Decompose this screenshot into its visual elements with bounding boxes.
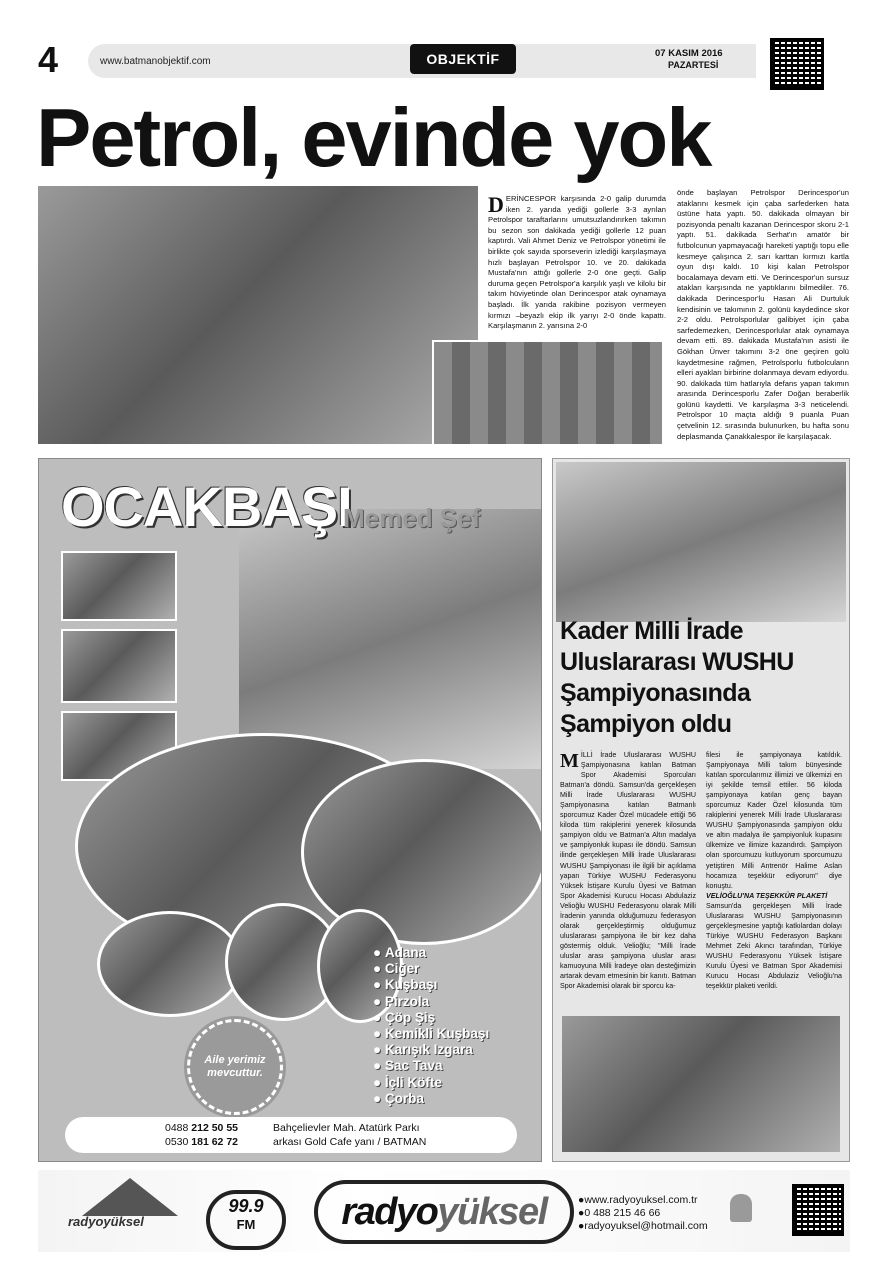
wushu-col1 [560,750,696,991]
issue-weekday: PAZARTESİ [668,60,719,70]
bullet-icon: ● [578,1220,585,1232]
radio-footer [38,1170,850,1252]
wushu-col2 [706,750,842,991]
family-badge [187,1019,283,1115]
menu-item: ● Pirzola [373,993,430,1009]
menu-item: ● İçli Köfte [373,1074,442,1090]
menu-item: ● Adana [373,945,427,960]
radio-small-logo: radyoyüksel [68,1214,144,1229]
headline-line: Uluslararası WUSHU [560,648,794,676]
menu-item: ● Çorba [373,1090,424,1106]
wushu-text-1: İLLİ İrade Uluslararası WUSHU Şampiyonasına katılan Batman Spor Akademisi Sporcuları Batman'a döndü. Samsun'da gerçekleşen Milli İrade Uluslararası WUSHU Şampiyonasına katılan Batmanlı sporcumuz Kader Özel mücadele ettiği 56 kiloda tüm rakiplerini yenerek kilosunda şampiyon oldu ve Batman'a Altın madalya ve şampiyonluk kupası ile döndü. Samsun ilinde gerçekleşen Milli İrade Uluslararası WUSHU Şampiyonası ile ilgili bir açıklama yapan Türkiye WUSHU Federasyonu Yüksek İstişare Kurulu Üyesi ve Batman Spor Akademisi Kurucu Hocası Abdulaziz Velioğlu WUSHU Federasyonu olarak Milli İradenin yanında olduğumuzu federasyon olarak gerçekleştirmiş olduğumuz uluslararası şampiyona ile bir kez daha göstermiş olduk. Velioğlu; "Milli İrade uluslar arası şampiyona uluslar arası kamuoyuna Milli İradeye olan desteğimizin artarak devam etmesinin bir kanıtı. Batman Spor Akademisi olarak bir sporcu ka- [560,751,696,991]
footer-phone[interactable]: ●0 488 215 46 66 [578,1207,661,1219]
bullet-icon: ● [373,993,385,1009]
menu-item: ● Çöp Şiş [373,1009,436,1025]
menu-item: ● Kuşbaşı [373,977,438,993]
objektif-logo [410,44,516,74]
lead-article-col1 [488,194,666,332]
bullet-icon: ● [373,945,385,960]
address-line-2: arkası Gold Cafe yanı / BATMAN [273,1136,427,1148]
phone-1[interactable]: 0488 212 50 55 [165,1122,238,1134]
radio-main-logo [314,1180,574,1244]
headline-line: Şampiyonasında [560,679,751,707]
lead-text-2: önde başlayan Petrolspor Derincespor'un ataklarını kesmek için çaba sarfederken hata üstüne hata yaptı. 50. dakikada olmayan bir pozisyonda penaltı kazanan Derincespor skoru 2-1 yaptı. 51. dakikada Serhat'ın amatör bir futbolcunun yapmayacağı hareketi yaptığı topu elle kesmeye çalışınca 2. sarı karttan kırmızı kartla oyun dışı kaldı. 10 kişi kalan Petrolspor bocalamaya devam etti. Ve Derincespor'un sursuz atakları karşısında ne yaptıklarını bilmediler. 76. dakikada Derincespor'lu Hasan Ali Durtuluk kendisinin ve takımının 2. golünü kaydedince skor 2-2 oldu. Petrolsporlular galibiyet için çaba sarfedemezken, Derincesporlular atak oynamaya devam etti. 89. dakikada Mustafa'nın asisti ile Gökhan Ünver takımını 3-2 öne geçiren golü kaydetmesine rağmen, Petrolsporlu futbolcuların elleri ayakları birbirine dolanmaya devam ediyordu. 90. dakikada tüm hatlarıyla defans yapan takımın arasında Derincesporlu Zafer Doğan beraberlik golünü kaydetti. Ve karşılaşma 3-3 neticelendi. Petrolspor 10 maçta aldığı 9 puanla Puan çetvelinin 12. sırasında bulunurken, bu hafta sonu deplasmanda Çanakkalespor ile karşılaşacak. [677,188,849,441]
wushu-headline [560,616,850,740]
android-icon [730,1194,752,1222]
wushu-stadium-photo [562,1016,840,1152]
page-headline: Petrol, evinde yok [36,91,711,184]
bullet-icon: ● [373,1026,385,1042]
menu-item: ● Sac Tava [373,1058,443,1074]
drop-cap: D [488,192,504,217]
footer-web[interactable]: ●www.radyoyuksel.com.tr [578,1194,698,1206]
thumb-photo-1 [61,551,177,621]
bullet-icon: ● [373,1009,385,1025]
frequency-unit: FM [236,1217,256,1232]
phone-2[interactable]: 0530 181 62 72 [165,1136,238,1148]
badge-text: Aile yerimiz mevcuttur. [204,1054,266,1079]
mountain-logo-icon [82,1178,178,1216]
radio-word: radyo [341,1191,438,1233]
wushu-text-2: filesi ile şampiyonaya katıldık. Şampiyonaya Milli takım bünyesinde katılan sporcularımız illimizi ve ülkemizi en iyi şekilde temsil ettiler. 56 kiloda şampiyonaya katılan genç bayan sporcumuz Kader Özel kilosunda tüm rakiplerini yenerek Milli İrade Uluslararası WUSHU Şampiyonasında şampiyon oldu ve altın madalya ile şampiyonluk kupasını ülkemize ve ilimize kazandırdı. Şampiyon olan sporcumuzu kutluyorum sporcumuzu yetiştiren Milli Antrenör Halime Aslan hocamıza teşekkür ediyorum" diye konuştu. [706,751,842,890]
bullet-icon: ● [578,1207,585,1219]
issue-date: 07 KASIM 2016 [655,48,723,59]
bullet-icon: ● [373,1042,385,1058]
bullet-icon: ● [373,977,385,993]
headline-line: Kader Milli İrade [560,617,743,645]
meat-photo [97,911,243,1017]
wushu-subhead: VELİOĞLU'NA TEŞEKKÜR PLAKETİ [706,891,828,900]
qr-code-footer[interactable] [792,1184,844,1236]
website-link[interactable]: www.batmanobjektif.com [100,56,211,67]
menu-item: ● Ciğer [373,961,420,977]
drop-cap: M [560,750,579,772]
address-line-1: Bahçelievler Mah. Atatürk Parkı [273,1122,420,1134]
logo-text: OBJEKTİF [426,51,500,67]
frequency: 99.9 [228,1196,264,1216]
footer-email[interactable]: ●radyoyuksel@hotmail.com [578,1220,708,1232]
match-photo [432,340,664,446]
bullet-icon: ● [578,1194,585,1206]
qr-code-header[interactable] [770,38,824,90]
bullet-icon: ● [373,1058,385,1074]
ocakbasi-ad [38,458,542,1162]
page-number: 4 [38,39,59,80]
restaurant-interior-photo [239,509,542,769]
ad-subtitle: Memed Şef [343,503,481,533]
ad-title: OCAKBAŞI [61,475,352,538]
yuksel-word: yüksel [437,1191,547,1233]
thumb-photo-2 [61,629,177,703]
menu-item: ● Kemikli Kuşbaşı [373,1026,490,1042]
team-photo [38,186,478,444]
menu-list [373,945,489,1107]
lead-text-1: ERİNCESPOR karşısında 2-0 galip durumda iken 2. yarıda yediği gollerle 3-3 ayrılan Petrolspor taraftarlarını umutsuzlandırırken takımın bu sezon son dakikada yediği gollerle 12 puan kaptırdı. Vali Ahmet Deniz ve Petrolspor yönetimi ile birlikte çok sayıda sporseverin izlediği karşılaşmaya hızlı başlayan Petrolspor 10. ve 20. dakikada Mustafa'nın attığı gollerle 2-0 öne geçti. Galip duruma geçen Petrolspor'a karşılık yaşlı ve kilolu bir takım hüviyetinde olan Derincespor atak oynamaya başladı. İlk yarıda rakibine pozisyon vermeyen kırmızı –beyazlı ekip ilk yarıyı 2-0 önde kapattı. Karşılaşmanın 2. yarısına 2-0 [488,194,666,331]
wushu-text-3: Samsun'da gerçekleşen Milli İrade Uluslararası WUSHU Şampiyonasının gerçekleşmesine yaptığı katkılardan dolayı Türkiye WUSHU Federasyon Başkanı Mehmet Zeki Akıncı tarafından, Türkiye WUSHU Federasyonu Yüksek İstişare Kurulu Üyesi ve Batman Spor Akademisi Kurucu Hocası Abdulaziz Velioğlu'na teşekkür plaketi verildi. [706,901,842,991]
bullet-icon: ● [373,1090,385,1106]
wushu-podium-photo [556,462,846,622]
contact-bar [65,1117,517,1153]
footer-contact [578,1194,708,1233]
bullet-icon: ● [373,961,385,977]
headline-line: Şampiyon oldu [560,710,732,738]
frequency-logo [206,1190,286,1250]
menu-item: ● Karışık Izgara [373,1042,473,1058]
lead-article-col2 [677,188,849,442]
bullet-icon: ● [373,1074,385,1090]
